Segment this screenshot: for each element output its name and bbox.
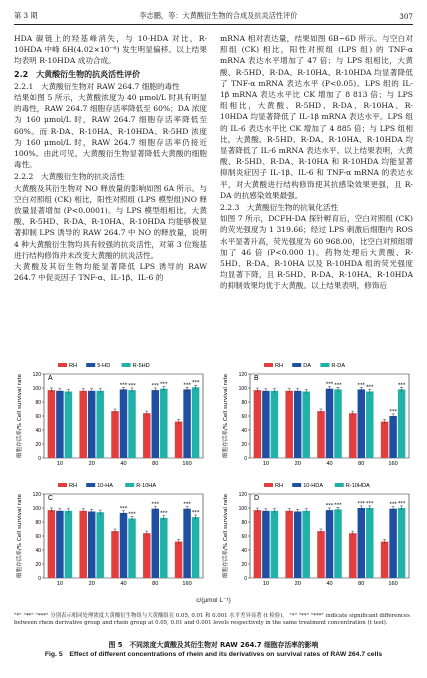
legend-swatch [125,483,134,487]
legend-label: 10-HDA [303,483,324,489]
y-tick-label: 100 [238,505,247,512]
legend-swatch [86,363,95,367]
significance-label: *** [357,382,366,389]
x-tick-label: 80 [152,581,159,587]
x-tick-label: 20 [294,461,301,467]
subsection-title: 2.2.1 大黄酸衍生物对 RAW 264.7 细胞的毒性 [14,81,180,91]
significance-label: *** [334,502,342,509]
y-axis-label: 细胞存活率/% Cell survival rate [17,493,23,579]
x-tick-label: 10 [262,461,270,467]
legend-swatch [264,363,273,367]
y-tick-label: 60 [241,533,247,540]
y-tick-label: 120 [32,371,41,378]
legend-label: R-10HA [136,483,157,489]
bar [254,390,262,458]
y-tick-label: 40 [241,427,247,434]
bar [317,411,325,458]
legend-label: RH [69,483,78,489]
bar [254,510,262,578]
bar-chart-a [14,358,207,472]
bar [389,509,397,578]
x-tick-label: 40 [120,461,127,467]
legend-label: DA [303,363,311,369]
bar [65,392,73,459]
panel-letter: A [48,375,53,382]
x-tick-label: 40 [120,581,127,587]
significance-label: *** [183,501,191,508]
y-tick-label: 100 [238,385,247,392]
paragraph: HDA 碳链上的羟基峰消失，与 10-HDA 对比，R-10HDA 中峰 δH(4.02×10⁻⁶) 发生明显偏移。以上结果均表明 R-10HDA 成功合成。 [14,34,207,66]
y-tick-label: 80 [35,519,41,526]
bar [175,422,183,458]
bar [358,508,366,578]
x-axis-label: c/(μmol L⁻¹) [196,597,231,604]
significance-label: *** [397,382,406,389]
bar [120,389,128,458]
y-axis-label: 细胞存活率/% Cell survival rate [223,493,229,579]
bar [79,511,87,578]
x-tick-label: 80 [358,461,365,467]
page-number: 307 [399,12,413,21]
y-tick-label: 20 [241,561,247,568]
bar [285,391,293,458]
figure-5 [14,358,413,610]
bar [302,392,310,459]
caption-chinese: 图 5 不同浓度大黄酸及其衍生物对 RAW 264.7 细胞存活率的影响 [108,641,319,649]
y-tick-label: 120 [238,491,247,498]
y-tick-label: 0 [38,575,41,582]
bar [271,511,279,578]
running-title: 李志鹏，等：大黄酸衍生物的合成及抗炎活性评价 [139,11,298,20]
chart-panel-b [220,358,413,472]
x-tick-label: 40 [326,581,333,587]
significance-label: *** [191,510,200,516]
y-tick-label: 0 [38,455,41,462]
y-tick-label: 40 [35,547,41,554]
paragraph: 大黄酸及其衍生物均能显著降低 LPS 诱导的 RAW 264.7 中促炎因子 TNF-α、IL-1β、IL-6 的 [14,262,207,283]
bar [381,542,389,578]
y-tick-label: 120 [32,491,41,498]
bar [65,511,73,578]
panel-letter: D [254,495,260,502]
legend-swatch [292,483,301,487]
legend-label: RH [275,483,284,489]
y-tick-label: 80 [241,399,247,406]
panel-letter: B [254,375,259,382]
bar [398,508,406,578]
bar [262,511,270,578]
legend-swatch [335,483,344,487]
x-tick-label: 160 [388,581,398,587]
subsection-title: 2.2.3 大黄酸衍生物的抗氧化活性 [220,203,339,213]
legend-swatch [320,363,329,367]
x-tick-label: 10 [56,581,64,587]
x-tick-label: 40 [326,461,333,467]
y-tick-label: 40 [35,427,41,434]
paragraph: 结果如图 5 所示，大黄酸浓度为 40 μmol/L 时具有明显的毒性，RAW 264.7 细胞存活率降低至 60%；DA 浓度为 160 μmol/L 时，RAW 264.7 细胞存活率降低至 60%。而 R-DA、R-10HA、R-10HDA、R-5HD 浓度为 160 μmol/L 时，RAW 264.7 细胞存活率仍接近 100%。由此可见，大黄酸衍生物显著降低大黄酸的细胞毒性。 [14,93,207,170]
bar [262,391,270,458]
bar [111,531,119,578]
x-tick-label: 20 [88,581,95,587]
legend-label: 5-HD [97,363,111,369]
bar [302,511,310,578]
bar [294,512,302,579]
bar [120,513,128,578]
significance-label: *** [160,510,168,517]
significance-label: *** [151,383,160,389]
bar [152,509,160,578]
bar [56,511,64,578]
legend-label: 10-HA [97,483,114,489]
running-header [14,9,413,25]
significance-label: *** [151,501,160,508]
bar [349,533,357,578]
bar [358,389,366,458]
legend-swatch [122,363,131,367]
significance-label: *** [325,381,334,388]
y-tick-label: 100 [32,505,41,512]
x-tick-label: 80 [152,461,159,467]
legend-swatch [58,483,67,487]
y-tick-label: 100 [32,385,41,392]
bar-chart-b [220,358,413,472]
section-heading: 2.2 大黄酸衍生物的抗炎活性评价 [14,69,141,79]
legend-label: RH [275,363,284,369]
chart-panel-d [220,478,413,592]
bar [183,389,191,458]
significance-label: *** [366,384,374,391]
bar [398,389,406,458]
bar [79,391,87,458]
bar-chart-c [14,478,207,592]
right-column [220,33,413,292]
significance-label: *** [389,408,397,415]
legend-label: R-DA [331,363,346,369]
x-tick-label: 160 [182,581,192,587]
legend-swatch [292,363,301,367]
significance-label: *** [366,500,374,507]
bar [271,391,279,458]
bar [111,411,119,458]
y-tick-label: 40 [241,547,247,554]
y-tick-label: 20 [35,561,41,568]
legend-label: RH [69,363,78,369]
bar [366,508,374,578]
legend-label: R-10HDA [345,483,370,489]
bar [96,391,104,458]
bar [381,422,389,458]
bar [389,416,397,458]
bar [192,387,200,458]
caption-english: Fig. 5 Effect of different concentrations of rhein and its derivatives on survival rates of RAW 264.7 cells [44,651,383,658]
significance-label: *** [160,381,168,388]
significance-label: *** [128,383,136,389]
bar [143,533,151,578]
x-tick-label: 160 [388,461,398,467]
bar [88,512,96,579]
y-tick-label: 60 [241,413,247,420]
bar [175,542,183,578]
y-tick-label: 20 [35,441,41,448]
bar [160,518,168,578]
x-tick-label: 160 [182,461,192,467]
paragraph: mRNA 相对表达量，结果如图 6B~6D 所示。与空白对照组 (CK) 相比，阳性对照组 (LPS 组) 的 TNF-α mRNA 表达水平增加了 47 倍；与 LPS 组相比，大黄酸、R-5HD、R-DA、R-10HA、R-10HDA 均显著降低了 TNF-α mRNA 表达水平 (P<0.05)。LPS 组的 IL-1β mRNA 表达水平比 CK 增加了 8 813 倍；与 LPS 组相比，大黄酸、R-5HD、R-DA、R-10HA、R-10HDA 均显著降低了 IL-1β mRNA 表达水平。LPS 组的 IL-6 表达水平比 CK 增加了 4 885 倍；与 LPS 组相比，大黄酸、R-5HD、R-DA、R-10HA、R-10HDA 均显著降低了 IL-6 mRNA 表达水平。以上结果表明，大黄酸、R-5HD、R-DA、R-10HA 和 R-10HDA 均能显著抑制炎症因子 IL-1β、IL-6 和 TNF-α mRNA 的表达水平，对大黄酸进行结构修饰使其抗感染效果更强，且 R-DA 的抗感染效果最强。 [220,34,413,200]
legend-swatch [264,483,273,487]
figure-note: "*" "**" "***" 分别表示相同处理浓度大黄酸衍生物组与大黄酸组在 0.05, 0.01 和 0.001 水平差异显著 (t 检验)。 "*" "**" "***" indicate significant differences between rhein derivative group and rhein group at 0.05, 0.01 and 0.001 levels respectively in the same treatment concentration (t test). [14,613,410,627]
significance-label: *** [191,380,200,387]
panel-letter: C [48,495,54,502]
bar [143,413,151,458]
bar [128,390,136,458]
significance-label: *** [119,505,128,512]
bar [326,510,334,578]
bar [56,391,64,458]
bar [294,391,302,458]
bar-chart-d [220,478,413,592]
bar [128,519,136,579]
significance-label: *** [119,382,128,389]
paragraph: 大黄酸及其衍生物对 NO 释放量的影响如图 6A 所示。与空白对照组 (CK) 相比，阳性对照组 (LPS 模型组)NO 释放量显著增加 (P<0.0001)。与 LPS 模型组相比，大黄酸、R-5HD、R-DA、R-10HA、R-10HDA 均能够极显著抑制 LPS 诱导的 RAW 264.7 中 NO 的释放量，说明 4 种大黄酸衍生物均具有较强的抗炎活性，对第 3 位羧基进行结构修饰并未改变大黄酸的抗炎活性。 [14,183,207,260]
significance-label: *** [397,500,406,507]
y-tick-label: 0 [244,455,247,462]
bar [160,389,168,458]
chart-panel-a [14,358,207,472]
y-tick-label: 20 [241,441,247,448]
y-tick-label: 120 [238,371,247,378]
x-tick-label: 80 [358,581,365,587]
bar [366,392,374,459]
legend-label: R-5HD [132,363,150,369]
legend-swatch [86,483,95,487]
y-tick-label: 60 [35,413,41,420]
y-axis-label: 细胞存活率/% Cell survival rate [223,373,229,459]
x-tick-label: 10 [262,581,270,587]
bar [96,512,104,578]
x-tick-label: 20 [294,581,301,587]
bar [48,510,56,578]
chart-panel-c [14,478,207,592]
y-tick-label: 0 [244,575,247,582]
y-tick-label: 60 [35,533,41,540]
significance-label: *** [357,500,366,507]
y-tick-label: 80 [241,519,247,526]
bar [48,390,56,458]
subsection-title: 2.2.2 大黄酸衍生物的抗炎活性 [14,172,125,182]
figure-caption [14,640,413,660]
y-axis-label: 细胞存活率/% Cell survival rate [17,373,23,459]
bar [334,389,342,458]
bar [334,509,342,578]
bar [317,531,325,578]
significance-label: *** [325,503,334,509]
bar [183,509,191,578]
significance-label: *** [128,511,136,518]
significance-label: *** [389,501,397,508]
bar [285,511,293,578]
significance-label: *** [183,382,191,389]
paragraph: 如图 7 所示，DCFH-DA 探针孵育后，空白对照组 (CK) 的荧光强度为 1 319.66；经过 LPS 刺激后细胞内 ROS 水平显著升高，荧光强度为 60 968.00，比空白对照组增加了 46 倍 (P<0.000 1)。药物处理后大黄酸、R-5HD、R-DA、R-10HA 以及 R-10HDA 组的荧光强度均显著下降，且 R-5HD、R-DA、R-10HA、R-10HDA 的抑制效果均优于大黄酸。以上结果表明，修饰后 [220,214,413,291]
bar [192,517,200,578]
x-tick-label: 10 [56,461,64,467]
legend-swatch [58,363,67,367]
bar [326,389,334,458]
issue-number: 第 3 期 [14,11,38,20]
bar [88,391,96,458]
significance-label: *** [334,382,342,389]
left-column [14,33,207,283]
bar [152,390,160,458]
bar [349,413,357,458]
y-tick-label: 80 [35,399,41,406]
x-tick-label: 20 [88,461,95,467]
